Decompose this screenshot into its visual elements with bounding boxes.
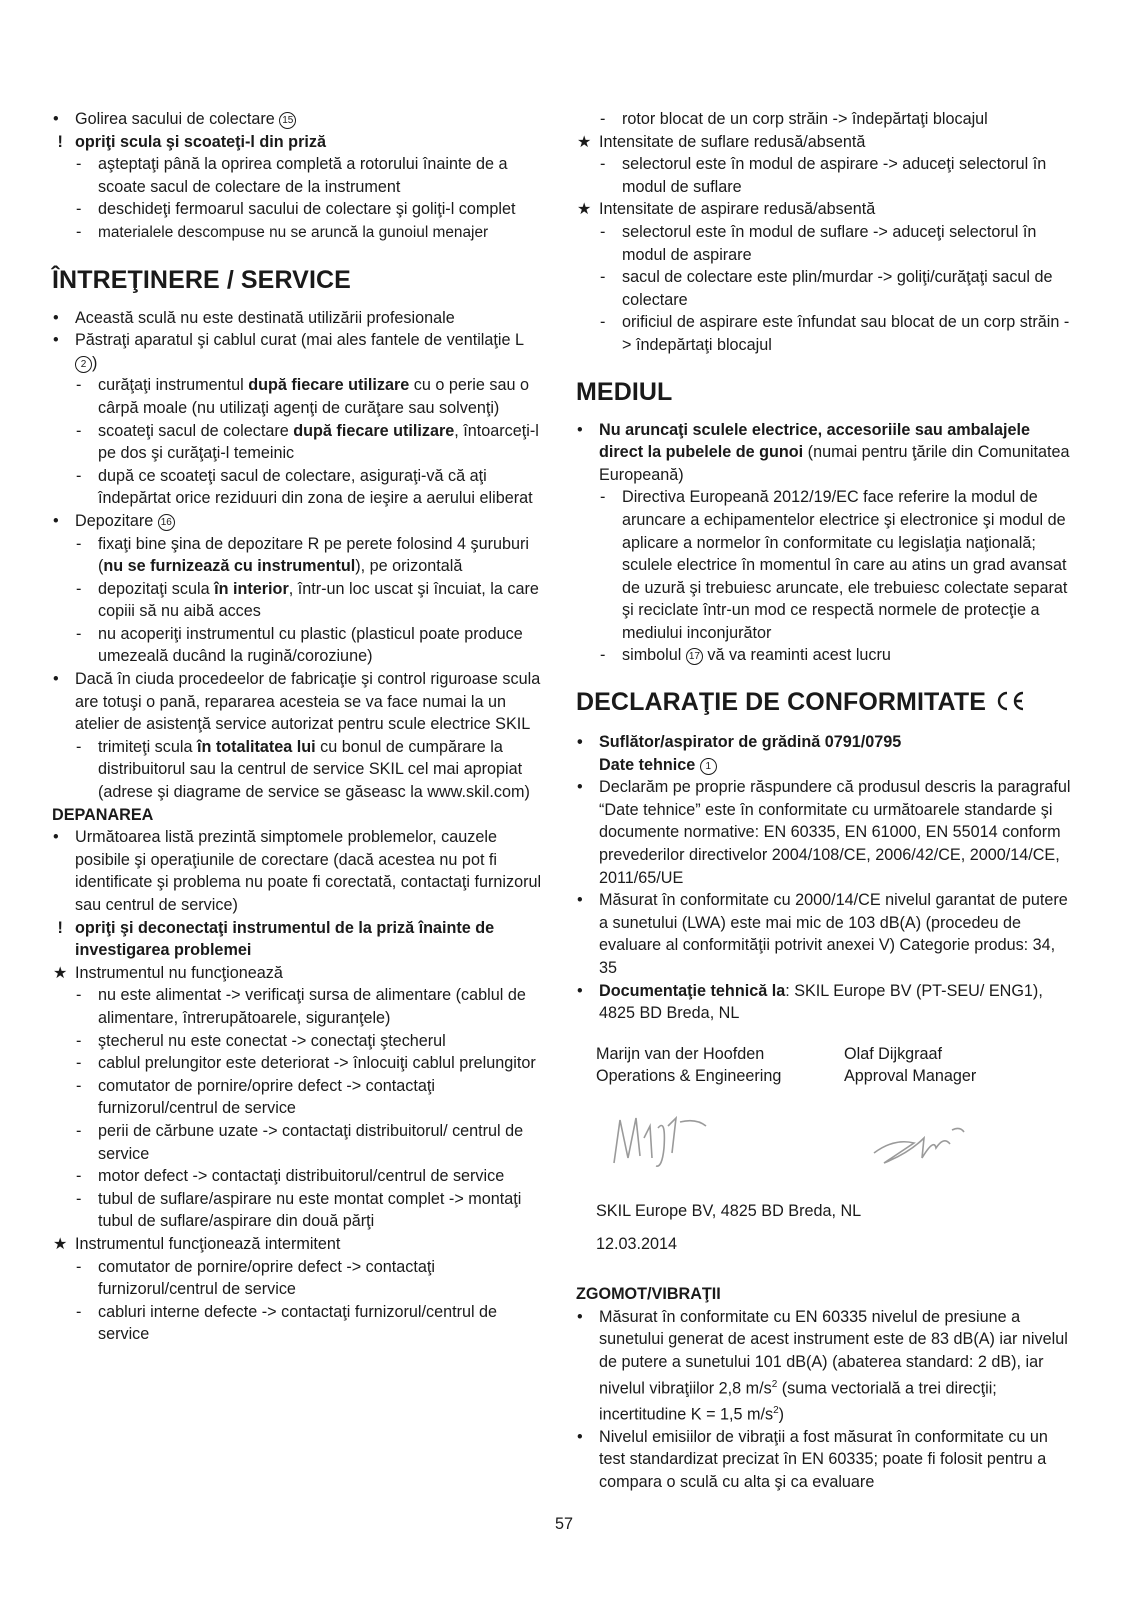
left-column — [52, 108, 544, 1346]
ce-mark-icon — [994, 689, 1026, 719]
list-item: - ştecherul nu este conectat -> conectaţi ştecherul — [76, 1031, 446, 1050]
signatory-name: Marijn van der Hoofden — [596, 1044, 765, 1063]
section-title-maintenance: ÎNTREŢINERE / SERVICE — [52, 265, 351, 294]
list-item: • Dacă în ciuda procedeelor de fabricaţie şi control riguroase scula are totuşi o pană, repararea acesteia se va face numai la un atelier de asistenţă service autorizat pentru scule electrice SKIL — [53, 670, 541, 734]
list-item: - curăţaţi instrumentul după fiecare utilizare cu o perie sau o cârpă moale (nu utilizaţi agenţi de curăţare sau solvenţi) — [76, 376, 529, 417]
symptom-item: ★ Intensitate de suflare redusă/absentă — [576, 131, 1076, 154]
signatory-name: Olaf Dijkgraaf — [844, 1044, 943, 1063]
list-item: - cabluri interne defecte -> contactaţi furnizorul/centrul de service — [76, 1302, 498, 1344]
list-item: - materialele descompuse nu se aruncă la gunoiul menajer — [76, 222, 489, 241]
symptom-item: ★ Instrumentul nu funcţionează — [52, 962, 544, 985]
list-item: - simbolul 17 vă va reaminti acest lucru — [600, 646, 891, 665]
list-item: - comutator de pornire/oprire defect -> contactaţi furnizorul/centrul de service — [76, 1257, 435, 1299]
figure-ref: 15 — [279, 112, 296, 129]
list-item: • Depozitare 16 — [52, 510, 544, 533]
list-item: - fixaţi bine şina de depozitare R pe perete folosind 4 şuruburi (nu se furnizează cu instrumentul), pe orizontală — [76, 534, 530, 576]
list-item: - rotor blocat de un corp străin -> îndepărtaţi blocajul — [600, 110, 988, 128]
signatory-role: Approval Manager — [844, 1067, 977, 1086]
signature-1-image — [576, 1108, 824, 1188]
list-item: - orificiul de aspirare este înfundat sau blocat de un corp străin -> îndepărtaţi blocajul — [600, 313, 1070, 354]
section-title-environment: MEDIUL — [576, 377, 673, 406]
list-item: - scoateţi sacul de colectare după fiecare utilizare, întoarceţi-l pe dos şi curăţaţi-l temeinic — [76, 421, 539, 463]
figure-ref: 2 — [75, 356, 92, 373]
figure-ref: 1 — [700, 758, 717, 775]
signatory-2 — [824, 1043, 1072, 1088]
figure-ref: 17 — [686, 648, 703, 665]
declaration-date: 12.03.2014 — [596, 1234, 678, 1253]
signature-block — [576, 1043, 1076, 1255]
subsection-title-noise: ZGOMOT/VIBRAŢII — [576, 1285, 721, 1304]
list-item: - cablul prelungitor este deteriorat -> înlocuiţi cablul prelungitor — [76, 1054, 536, 1073]
list-item: • Măsurat în conformitate cu EN 60335 nivelul de presiune a sunetului generat de acest instrument este de 83 dB(A) iar nivelul de putere a sunetului 101 dB(A) (abaterea standard: 2 dB), iar nivelul vibraţiilor 2,8 $m/s^2$ (suma vectorială a trei direcţii; incertitudine K = 1,5 $m/s^2$) — [577, 1307, 1068, 1423]
signatory-role: Operations & Engineering — [596, 1067, 782, 1086]
figure-ref: 16 — [158, 514, 175, 531]
warning-icon: ! — [53, 132, 63, 151]
list-item: - nu este alimentat -> verificaţi sursa de alimentare (cablul de alimentare, întrerupătoarele, siguranţele) — [76, 986, 526, 1027]
right-column — [576, 108, 1076, 1493]
list-item: - tubul de suflare/aspirare nu este montat complet -> montaţi tubul de suflare/aspirare din două părţi — [76, 1189, 522, 1231]
bullet-marker: • — [53, 110, 59, 128]
bullet-empty-bag: • Golirea sacului de colectare 15 — [52, 108, 544, 131]
list-item: - nu acoperiţi instrumentul cu plastic (plasticul poate produce umezeală ducând la rugină/coroziune) — [76, 624, 523, 666]
list-item: • Măsurat în conformitate cu 2000/14/CE nivelul garantat de putere a sunetului (LWA) este mai mic de 103 dB(A) (procedeu de evaluare al conformităţii potrivit anexei V) Categorie produs: 34, 35 — [577, 891, 1068, 977]
list-item: - trimiteţi scula în totalitatea lui cu bonul de cumpărare la distribuitorul sau la centrul de service SKIL cel mai apropiat (adrese şi diagrame de service se găseasc la www.skil.com) — [76, 737, 530, 802]
warning-unplug: ! opriţi scula şi scoateţi-l din priză — [52, 131, 544, 154]
list-item: - aşteptaţi până la oprirea completă a rotorului înainte de a scoate sacul de colectare de la instrument — [76, 155, 508, 196]
list-item: - deschideţi fermoarul sacului de colectare şi goliţi-l complet — [76, 200, 516, 219]
signature-2-image — [824, 1108, 1072, 1188]
warning-icon: ! — [53, 918, 63, 937]
list-item: - perii de cărbune uzate -> contactaţi distribuitorul/ centrul de service — [76, 1121, 524, 1163]
list-item: - selectorul este în modul de aspirare -> aduceţi selectorul în modul de suflare — [600, 155, 1047, 196]
list-item: • Declarăm pe proprie răspundere că produsul descris la paragraful “Date tehnice” este în conformitate cu următoarele standarde şi documente normative: EN 60335, EN 61000, EN 55014 conform prevederilor directivelor 2004/108/CE, 2006/42/CE, 2000/14/CE, 2011/65/UE — [577, 778, 1071, 887]
list-item: • Următoarea listă prezintă simptomele problemelor, cauzele posibile şi operaţiunile de corectare (dacă acestea nu pot fi identificate şi problema nu poate fi corectată, contactaţi furnizorul sau centrul de service) — [53, 828, 542, 914]
star-icon: ★ — [577, 200, 592, 219]
star-icon: ★ — [577, 132, 592, 151]
signatory-1 — [576, 1043, 824, 1088]
list-item: - sacul de colectare este plin/murdar -> goliţi/curăţaţi sacul de colectare — [600, 268, 1053, 309]
company-address: SKIL Europe BV, 4825 BD Breda, NL — [596, 1201, 862, 1220]
warning-disconnect: ! opriţi şi deconectaţi instrumentul de la priză înainte de investigarea problemei — [53, 918, 495, 960]
list-item: • Nivelul emisiilor de vibraţii a fost măsurat în conformitate cu un test standardizat precizat în EN 60335; poate fi folosit pentru a compara o sculă cu alta şi ca evaluare — [577, 1427, 1048, 1491]
symptom-item: ★ Instrumentul funcţionează intermitent — [52, 1233, 544, 1256]
list-item: • Nu aruncaţi sculele electrice, accesoriile sau ambalajele direct la pubelele de gunoi (numai pentru ţările din Comunitatea Europeană) — [577, 420, 1070, 484]
list-item: - comutator de pornire/oprire defect -> contactaţi furnizorul/centrul de service — [76, 1076, 435, 1118]
list-item: - după ce scoateţi sacul de colectare, asiguraţi-vă că aţi îndepărtat orice reziduuri din zona de ieşire a aerului eliberat — [76, 466, 533, 508]
list-item: • Această sculă nu este destinată utilizării profesionale — [53, 308, 455, 327]
star-icon: ★ — [53, 1234, 68, 1253]
page-number: 57 — [554, 1515, 573, 1533]
list-item: - depozitaţi scula în interior, într-un loc uscat şi încuiat, la care copiii să nu aibă acces — [76, 579, 539, 621]
section-title-declaration: DECLARAŢIE DE CONFORMITATE — [576, 687, 1076, 719]
signatures-image — [576, 1108, 1076, 1188]
list-item: - selectorul este în modul de suflare -> aduceţi selectorul în modul de aspirare — [600, 222, 1037, 264]
subsection-title-troubleshooting: DEPANAREA — [52, 805, 154, 824]
symptom-item: ★ Intensitate de aspirare redusă/absentă — [576, 198, 1076, 221]
list-item: • Păstraţi aparatul şi cablul curat (mai ales fantele de ventilaţie L 2 ) — [53, 331, 524, 372]
list-item: • Suflător/aspirator de grădină 0791/0795 Date tehnice 1 — [577, 733, 902, 774]
list-item: - motor defect -> contactaţi distribuitorul/centrul de service — [76, 1167, 505, 1186]
star-icon: ★ — [53, 963, 68, 982]
list-item: • Documentaţie tehnică la: SKIL Europe BV (PT-SEU/ ENG1), 4825 BD Breda, NL — [577, 981, 1043, 1023]
list-item: - Directiva Europeană 2012/19/EC face referire la modul de aruncare a echipamentelor electrice şi electronice şi modul de aplicare a normelor în conformitate cu legislaţia naţională; sculele electrice în momentul în care au atins un grad avansat de uzură şi trebuiesc aruncate, ele trebuiesc colectate separat şi reciclate într-un mod ce respectă normele de protecţie a mediului inconjurător — [600, 488, 1068, 642]
